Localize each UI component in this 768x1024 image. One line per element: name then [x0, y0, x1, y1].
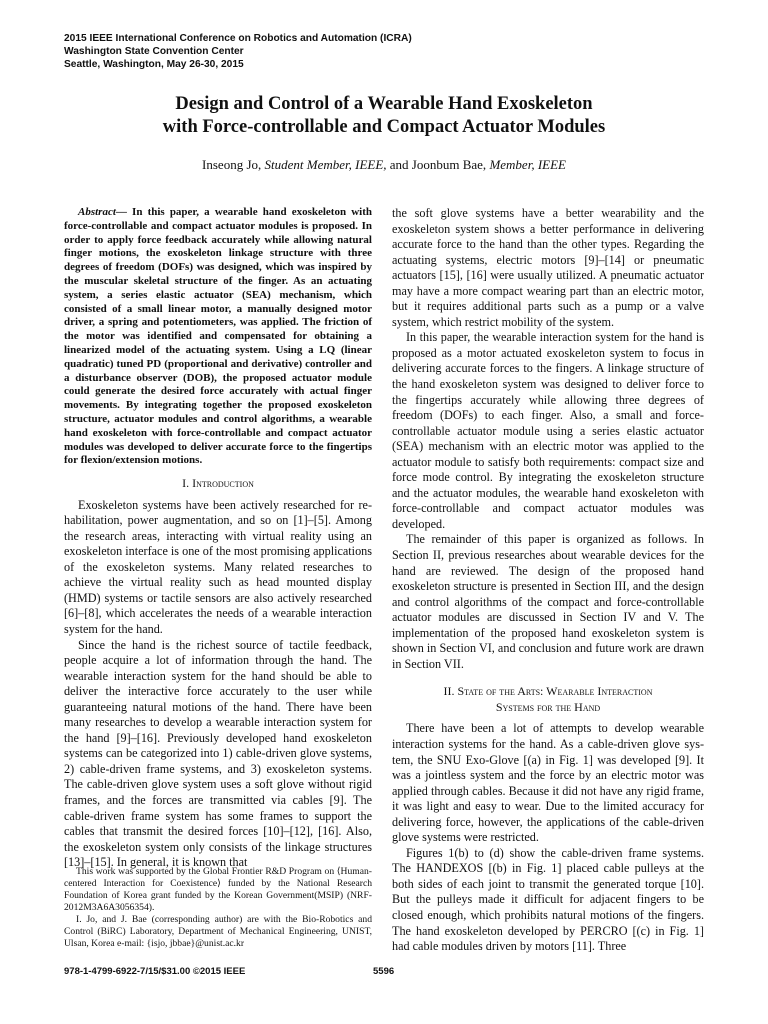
paragraph: Since the hand is the richest source of tactile feedback, people acquire a lot of information through the hand. The wearable interaction system for the hand should be able to deliver the interactive force accurately to the user while guaranteeing natural motions of the hand. There have been many researches to develop a wearable interaction system for the hand [9]–[16]. Previously developed hand exoskeleton systems can be categorized into 1) cable-driven glove systems, 2) cable-driven frame systems, and 3) exoskeleton systems. The cable-driven glove system uses a soft glove without rigid frames, and the forces are transmitted via cables [9]. The cable-driven frame system has some frames to support the cables that transmit the desired forces [10]–[12], [16]. Also, the exoskeleton system only consists of the linkage structures [13]–[15]. In general, it is known that: [64, 637, 372, 870]
conference-venue: Washington State Convention Center: [64, 46, 244, 57]
abstract: [64, 206, 372, 468]
footnotes: [64, 866, 372, 950]
affiliation-footnote: I. Jo, and J. Bae (corresponding author) are with the Bio-Robotics and Control (BiRC) Laboratory, Department of Mechanical Engineering, UNIST, Ulsan, Korea e-mail: {isjo, jbbae}@unist.ac.kr: [64, 914, 372, 949]
left-column: [64, 206, 372, 871]
paragraph: the soft glove systems have a better wearability and the exoskeleton system shows a better performance in delivering accurate force to the hand than the other types. Regarding the actuating systems, electric motors [9]–[14] or pneumatic actuators [15], [16] were usually utilized. A pneumatic actuator may have a more compact wearing part than an electric motor, but it requires additional parts such as a pump or a valve system, which restrict mobility of the system.: [392, 206, 704, 329]
abstract-label: Abstract: [78, 206, 116, 218]
paper-title: [0, 93, 768, 139]
paper-title-line-1: Design and Control of a Wearable Hand Exoskeleton: [175, 94, 593, 114]
right-column: [392, 206, 704, 955]
paragraph: The remainder of this paper is organized as follows. In Section II, previous researches about wearable devices for the hand are reviewed. The design of the proposed hand exoskeleton structure is presented in Section III, and the design and control algorithms of the compact and force-controllable actuator modules are discussed in Section IV and V. The implementation of the proposed hand exoskeleton system is shown in Section VI, and conclusion and future work are drawn in Section VII.: [392, 532, 704, 671]
conference-location-date: Seattle, Washington, May 26-30, 2015: [64, 59, 244, 70]
author-list: [0, 157, 768, 173]
section-heading-introduction: I. Introduction: [182, 476, 254, 491]
section-heading-state-of-the-arts: [392, 684, 704, 715]
abstract-text: — In this paper, a wearable hand exoskeleton with force-controllable and compact actuator modules is proposed. In order to apply force feedback accurately while allowing natural finger motions, the exoskeleton linkage structure with three degrees of freedom (DOFs) was designed, which was inspired by the muscular skeletal structure of the finger. As an actuating system, a series elastic actuator (SEA) mechanism, which consisted of a small linear motor, a manually designed motor driver, a spring and potentiometers, was applied. The friction of the motor was identified and compensated for obtaining a linearized model of the actuating system. Using a LQ (linear quadratic) tuned PD (proportional and derivative) controller and a disturbance observer (DOB), the proposed actuator module could generate the desired force accurately with actual finger movements. By integrating together the proposed exoskeleton structure, actuator modules and control algorithms, a wearable hand exoskeleton with force-controllable and compact actuator modules was developed to deliver accurate force to the fingertips for flexion/extension motions.: [64, 206, 372, 467]
paragraph: Exoskeleton systems have been actively researched for rehabilitation, power augmentation, and so on [1]–[5]. Among the research areas, interacting with virtual reality using an exoskeleton interface is one of the most promising applications of the exoskeleton systems. Many related researches to achieve the virtual reality such as head mounted display (HMD) systems or tactile sensors are also actively researched [6]–[8], which accelerates the needs of a wearable interaction system for the hand.: [64, 497, 372, 637]
page-number: 5596: [373, 966, 395, 977]
section-heading-line-2: Systems for the Hand: [495, 699, 601, 714]
funding-footnote: This work was supported by the Global Frontier R&D Program on ⟨Human-centered Interaction for Coexistence⟩ funded by the National Research Foundation of Korea grant funded by the Korean Government(MSIP) (NRF-2012M3A6A3056354).: [64, 866, 372, 913]
author-1-name: Inseong Jo,: [202, 157, 262, 172]
paragraph: In this paper, the wearable interaction system for the hand is proposed as a motor actuated exoskeleton system to focus in delivering accurate forces to the fingers. A linkage structure of the hand exoskeleton system was designed to deliver force to the fingertips accurately while allowing three degrees of freedom (DOFs) to each finger. Also, a small and force-controllable actuator module using a series elastic actuator (SEA) mechanism with an electric motor was applied to the actuator module to satisfy both requirements: compact size and force mode control. By integrating the exoskeleton structure and the actuator modules, the wearable hand exoskeleton with force-controllable and compact actuator modules was developed.: [392, 330, 704, 531]
author-1-membership: Student Member, IEEE,: [264, 157, 387, 172]
section-heading-line-1: II. State of the Arts: Wearable Interaction: [443, 684, 653, 699]
conference-header: [64, 32, 412, 71]
paragraph: There have been a lot of attempts to develop wearable interaction systems for the hand. As a cable-driven glove system, the SNU Exo-Glove [(a) in Fig. 1] was developed [9]. It was a jointless system and the force by an electric motor was applied through cables. Because it did not have any rigid frame, it was light and easy to wear. Due to the limited accuracy for delivering force, however, the applications of the cable-driven glove systems were restricted.: [392, 721, 704, 845]
paragraph: Figures 1(b) to (d) show the cable-driven frame systems. The HANDEXOS [(b) in Fig. 1] placed cable pulleys at the both sides of each joint to transmit the generated torque [10]. But the pulleys made it difficult for adjacent fingers to be closed enough, which prohibits natural motions of the fingers. The hand exoskeleton developed by PERCRO [(c) in Fig. 1] had cable modules driven by motors [11]. Three: [392, 845, 704, 954]
paper-title-line-2: with Force-controllable and Compact Actuator Modules: [162, 117, 606, 137]
isbn-copyright: 978-1-4799-6922-7/15/$31.00 ©2015 IEEE: [64, 966, 246, 977]
author-2-name: and Joonbum Bae,: [389, 157, 487, 172]
conference-name: 2015 IEEE International Conference on Robotics and Automation (ICRA): [64, 33, 412, 44]
author-2-membership: Member, IEEE: [489, 157, 566, 172]
